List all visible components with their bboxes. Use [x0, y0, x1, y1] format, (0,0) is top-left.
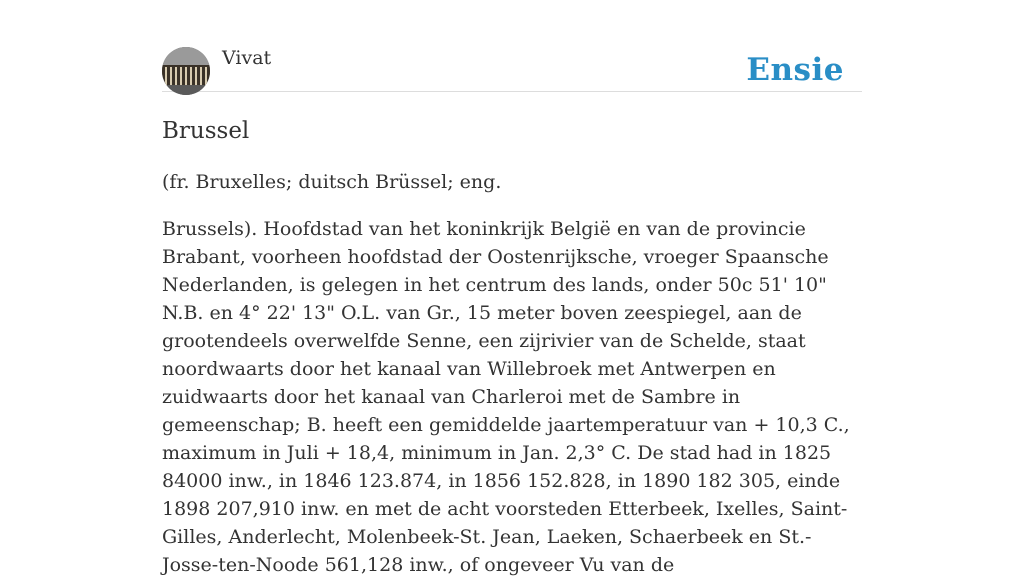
page-container — [162, 0, 862, 576]
author-name[interactable]: Vivat — [222, 47, 272, 69]
author-avatar[interactable] — [162, 47, 210, 95]
article-title: Brussel — [162, 118, 250, 144]
article-paragraph: (fr. Bruxelles; duitsch Brüssel; eng. — [162, 171, 502, 193]
header — [162, 0, 862, 92]
article-paragraph: Brussels). Hoofdstad van het koninkrijk België en van de provincie Brabant, voorheen hoofdstad der Oostenrijksche, vroeger Spaansche Nederlanden, is gelegen in het centrum des lands, onder 50c 51' 10" N.B. en 4° 22' 13" O.L. van Gr., 15 meter boven zeespiegel, aan de grootendeels overwelfde Senne, een zijrivier van de Schelde, staat noordwaarts door het kanaal van Willebroek met Antwerpen en zuidwaarts door het kanaal van Charleroi met de Sambre in gemeenschap; B. heeft een gemiddelde jaartemperatuur van + 10,3 C., maximum in Juli + 18,4, minimum in Jan. 2,3° C. De stad had in 1825 84000 inw., in 1846 123.874, in 1856 152.828, in 1890 182 305, einde 1898 207,910 inw. en met de acht voorsteden Etterbeek, Ixelles, Saint-Gilles, Anderlecht, Molenbeek-St. Jean, Laeken, Schaerbeek en St.-Josse-ten-Noode 561,128 inw., of ongeveer Vu van de — [162, 218, 850, 576]
avatar-image-icon — [162, 47, 210, 95]
brand-logo[interactable]: Ensie — [746, 52, 844, 88]
